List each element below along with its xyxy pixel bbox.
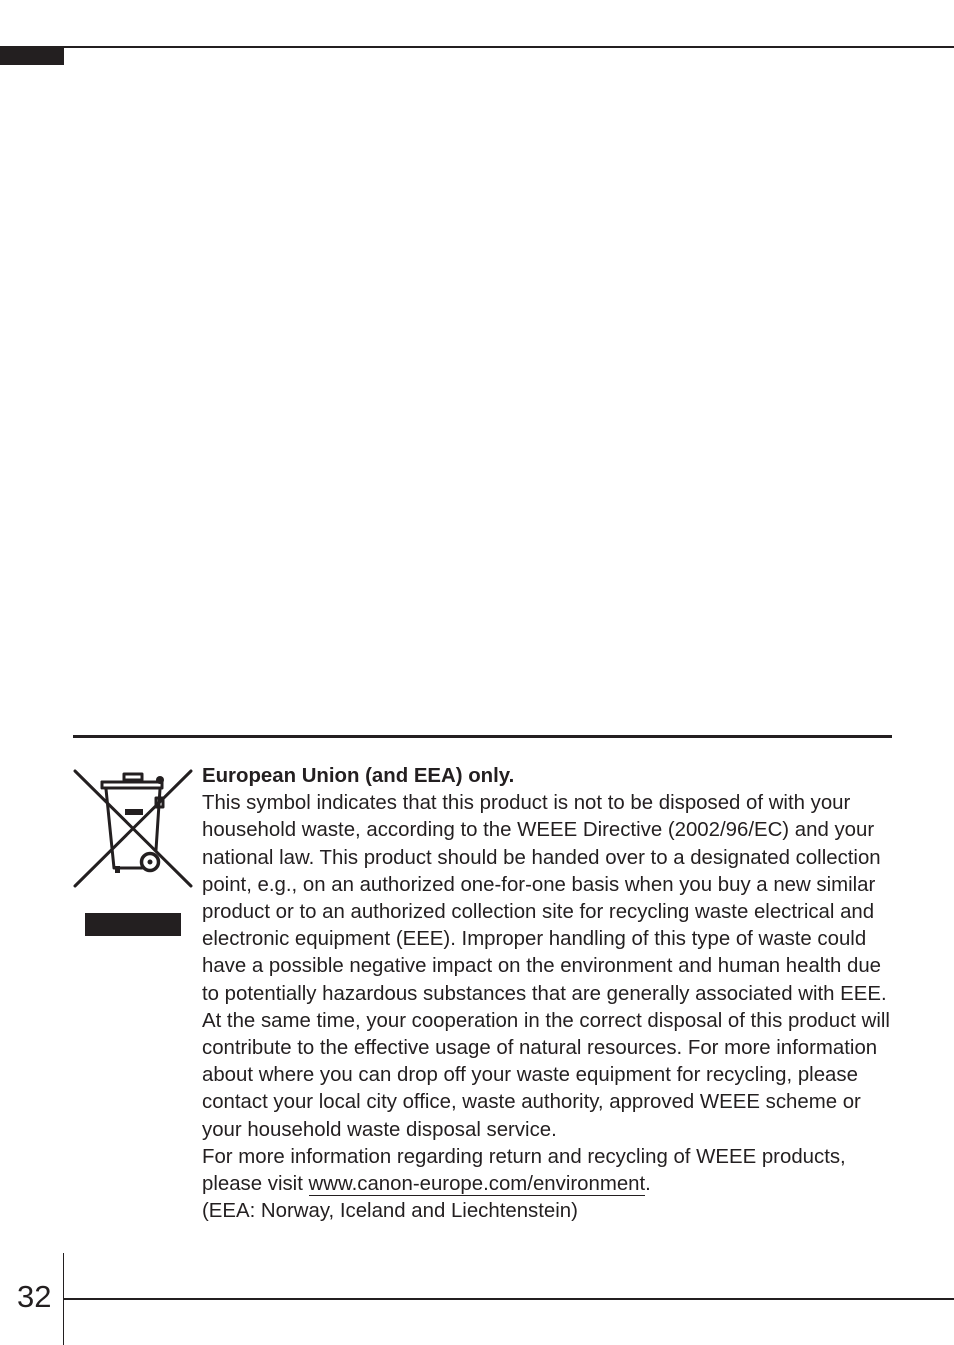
weee-notice <box>202 763 902 1225</box>
symbol-bar <box>85 913 181 936</box>
section-divider <box>73 735 892 738</box>
crossed-out-wheelie-bin-icon <box>72 768 194 890</box>
notice-heading: European Union (and EEA) only. <box>202 765 515 787</box>
more-info-suffix: . <box>645 1173 651 1196</box>
header-rule <box>0 46 954 48</box>
notice-body: This symbol indicates that this product is not to be disposed of with your household waste, according to the WEEE Directive (2002/96/EC) and your national law. This product should be handed over to a designated collection point, e.g., on an authorized one-for-one basis when you buy a new similar product or to an authorized collection site for recycling waste electrical and electronic equipment (EEE). Improper handling of this type of waste could have a possible negative impact on the environment and human health due to potentially hazardous substances that are generally associated with EEE. At the same time, your cooperation in the correct disposal of this product will contribute to the effective usage of natural resources. For more information about where you can drop off your waste equipment for recycling, please contact your local city office, waste authority, approved WEEE scheme or your household waste disposal service. <box>202 792 890 1141</box>
header-tab <box>0 46 64 65</box>
page-number: 32 <box>17 1279 52 1314</box>
footer-rule <box>64 1298 954 1300</box>
notice-more-info <box>202 1144 902 1198</box>
environment-link[interactable]: www.canon-europe.com/environment <box>308 1173 646 1196</box>
eea-note: (EEA: Norway, Iceland and Liechtenstein) <box>202 1200 578 1223</box>
more-info-prefix: For more information regarding return and recycling of WEEE products, please visit <box>202 1145 846 1196</box>
